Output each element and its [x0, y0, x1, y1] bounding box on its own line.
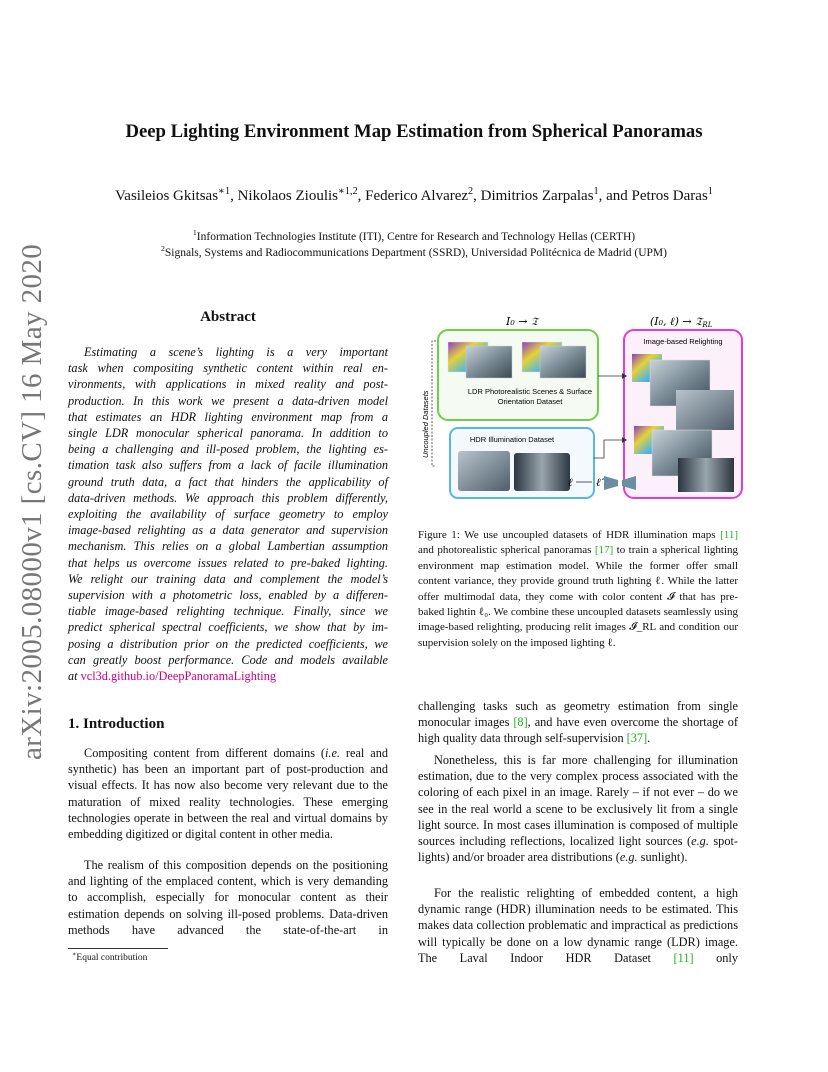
citation-link[interactable]: [8]	[513, 715, 528, 730]
arxiv-identifier: arXiv:2005.08000v1 [cs.CV] 16 May 2020	[16, 243, 48, 760]
abstract-last-line: at vcl3d.github.io/DeepPanoramaLighting	[68, 669, 276, 684]
affiliations	[60, 229, 768, 261]
figure-1-diagram	[418, 308, 748, 503]
relighting-title: Image-based Relighting	[643, 337, 723, 346]
ldr-scene-2	[540, 346, 586, 378]
author-marker: 1	[593, 186, 599, 197]
hdr-map-1	[458, 451, 510, 491]
network-encoder	[604, 476, 618, 490]
author: Vasileios Gkitsas	[115, 188, 219, 204]
abstract-line: task when compositing synthetic content within real en-	[68, 361, 388, 376]
code-link[interactable]: vcl3d.github.io/DeepPanoramaLighting	[80, 669, 276, 684]
abstract-line: that helps us overcome issues related to pre-baked lighting.	[68, 555, 388, 570]
intro-paragraph-1: Compositing content from different domains (i.e. real and synthetic) has been an important part of post-production and visual effects. It has now also become very relevant due to the maturation of mixed reality technologies. These emerging technologies operate in between the real and virtual domains by embedding digitized or digital content in other media.	[68, 746, 388, 842]
author: Federico Alvarez	[365, 188, 469, 204]
author: Nikolaos Zioulis	[237, 188, 338, 204]
column2-paragraph-2: Nonetheless, this is far more challenging for illumination estimation, due to the very complex process associated with the coloring of each pixel in an image. Rarely – if not ever – do we see in the real world a scene to be exclusively lit from a single light source. In most cases illumination is composed of multiple sources including reflections, localized light sources (e.g. spot-lights) and/or broader area distributions (e.g. sunlight).	[418, 753, 738, 865]
ldr-scene-1	[466, 346, 512, 378]
author-marker: ∗1	[218, 186, 231, 197]
author-list: Vasileios Gkitsas$^{∗1}$, Nikolaos Zioulis$^{∗1,2}$, Federico Alvarez$^2$, Dimitrios Zarpalas$^1$, and Petros Daras$^1$	[115, 186, 713, 204]
ldr-dataset-title-1: LDR Photorealistic Scenes & Surface	[467, 387, 593, 396]
abstract-line: posing a distribution prior on the predicted coefficients, we	[68, 636, 388, 651]
dataset-bracket	[432, 341, 436, 466]
relit-scene-1b	[676, 390, 734, 430]
abstract-line: supervision with a photometric loss, enabled by a differen-	[68, 588, 388, 603]
abstract-line: We relight our training data and complement the model’s	[68, 571, 388, 586]
footnote: ∗Equal contribution	[72, 950, 148, 963]
uncoupled-datasets-label: Uncoupled Datasets	[421, 390, 430, 458]
author-marker: 2	[468, 186, 474, 197]
abstract-line: image-based relighting as a data generator and supervision	[68, 523, 388, 538]
hdr-to-relight-connector	[594, 440, 622, 458]
citation-link[interactable]: [37]	[626, 731, 648, 746]
ell-hat-label: ℓ̂	[596, 476, 601, 489]
abstract-line: predict spherical spectral coefficients, we show that by im-	[68, 620, 388, 635]
abstract-line: being a challenging and ill-posed problem, the lighting es-	[68, 442, 388, 457]
intro-paragraph-2: The realism of this composition depends on the positioning and lighting of the emplaced content, which is very demanding to accomplish, especially for monocular content as their estimation depends on solving ill-posed problems. Data-driven methods have advanced the state-of-the-art in	[68, 858, 388, 937]
figure-label-left: I₀ → 𝔗	[506, 315, 539, 328]
author: Dimitrios Zarpalas	[480, 188, 594, 204]
affiliation-2: $^2$Signals, Systems and Radiocommunications Department (SSRD), Universidad Politécnica de Madrid (UPM)	[160, 244, 667, 259]
figure-label-right: (I₀, ℓ) → 𝔗RL	[650, 315, 713, 329]
abstract-line: Estimating a scene’s lighting is a very important	[84, 345, 388, 359]
column2-paragraph-1: challenging tasks such as geometry estimation from single monocular images [8], and have even overcome the shortage of high quality data through self-supervision [37].	[418, 699, 738, 746]
ell-label: ℓ	[568, 476, 573, 489]
hdr-map-2	[514, 453, 570, 491]
abstract-line: production. In this work we present a data-driven model	[68, 393, 388, 408]
abstract-line: single LDR monocular spherical panorama. In addition to	[68, 426, 388, 441]
author-marker: 1	[707, 186, 713, 197]
relit-scene-2b	[678, 458, 734, 492]
affiliation-1: $^1$Information Technologies Institute (ITI), Centre for Research and Technology Hellas (CERTH)	[192, 228, 636, 243]
abstract-line: timation task also suffers from a lack of facile illumination	[68, 458, 388, 473]
author-marker: ∗1,2	[338, 186, 358, 197]
abstract-line: exploiting the availability of surface geometry to employ	[68, 507, 388, 522]
abstract-line: ground truth data, a fact that hinders the applicability of	[68, 474, 388, 489]
citation-link[interactable]: [11]	[720, 529, 738, 541]
abstract-line: tiable image-based relighting technique. Finally, since we	[68, 604, 388, 619]
footnote-rule	[68, 948, 168, 949]
author: Petros Daras	[631, 188, 708, 204]
figure-1-caption: Figure 1: We use uncoupled datasets of HDR illumination maps [11] and photorealistic spherical panoramas [17] to train a spherical lighting environment map estimation model. While the former offer small content variance, they provide ground truth lighting ℓ. While the latter offer multimodal data, they come with color content 𝓘 that has pre-baked lightin ℓ₀. We combine these uncoupled datasets seamlessly using image-based relighting, producing relit images 𝓘_RL and condition our supervision solely on the imposed lighting ℓ.	[418, 529, 738, 649]
citation-link[interactable]: [11]	[673, 950, 694, 965]
abstract-line: can greatly boost performance. Code and models available	[68, 652, 388, 667]
abstract-body	[68, 344, 388, 684]
abstract-line: vironments, with applications in mixed reality and post-	[68, 377, 388, 392]
section-heading-introduction: 1. Introduction	[68, 716, 165, 732]
abstract-heading: Abstract	[200, 309, 256, 325]
abstract-line: that estimates an HDR lighting environment map from a	[68, 409, 388, 424]
ldr-dataset-title-2: Orientation Dataset	[497, 397, 563, 406]
citation-link[interactable]: [17]	[594, 544, 614, 557]
hdr-dataset-title: HDR Illumination Dataset	[469, 435, 555, 444]
column2-paragraph-3: For the realistic relighting of embedded content, a high dynamic range (HDR) illumination needs to be estimated. This makes data collection problematic and impractical as predictions will typically be done on a low dynamic range (LDR) image. The Laval Indoor HDR Dataset [11] only	[418, 886, 739, 965]
abstract-line: data-driven methods. We approach this problem differently,	[68, 490, 388, 505]
abstract-line: mechanism. This relies on a global Lambertian assumption	[68, 539, 388, 554]
paper-title: Deep Lighting Environment Map Estimation from Spherical Panoramas	[125, 121, 703, 142]
